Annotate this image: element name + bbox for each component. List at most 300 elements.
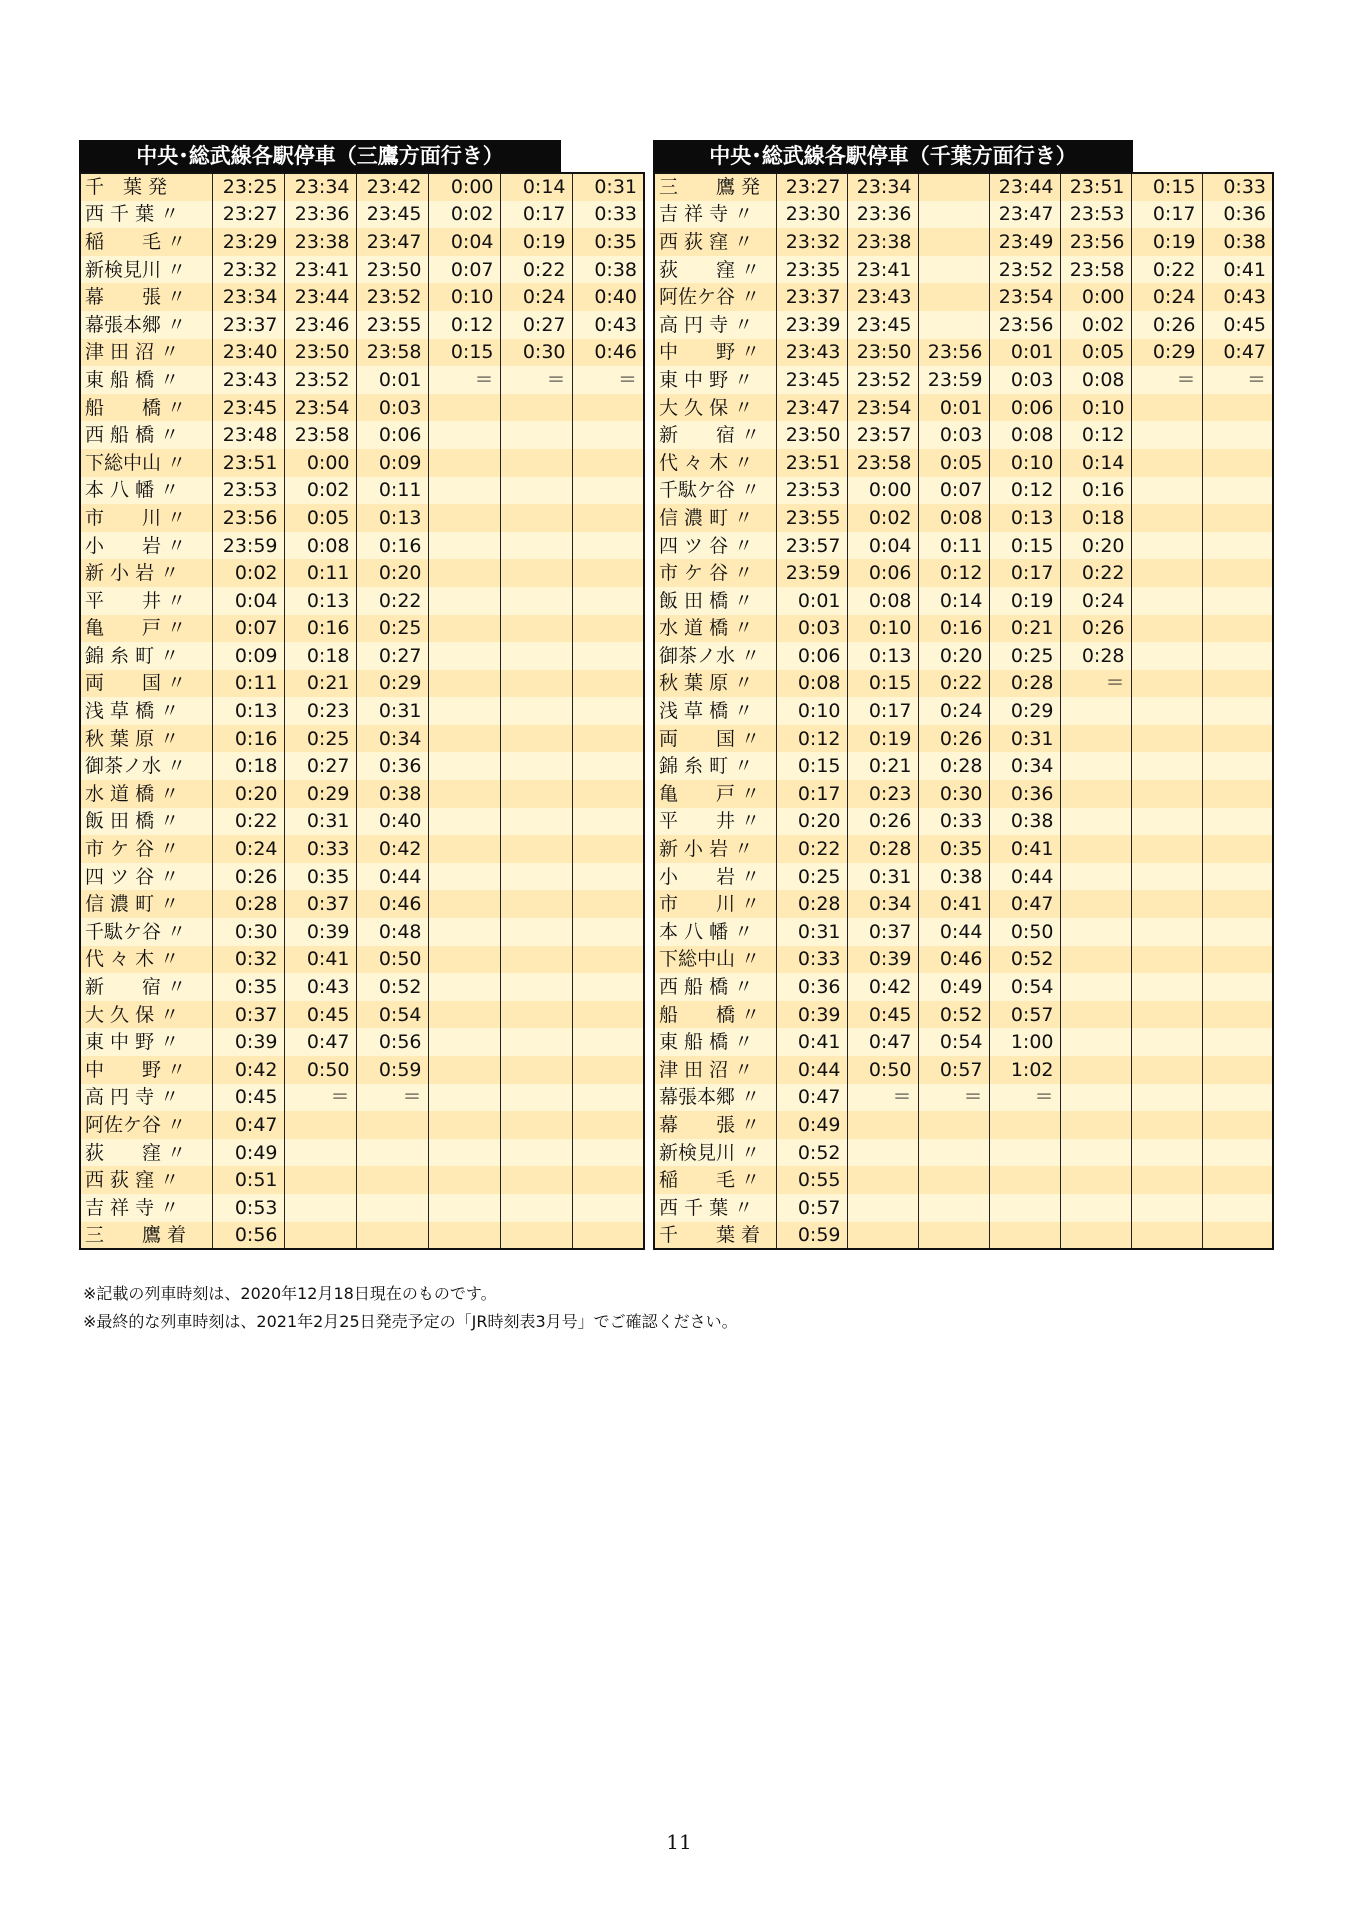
departure-time: 0:34 xyxy=(356,725,428,753)
timetable-row xyxy=(654,863,1273,891)
departure-time: 0:03 xyxy=(989,366,1060,394)
departure-time: 23:37 xyxy=(776,283,847,311)
departure-time: 23:48 xyxy=(212,421,284,449)
departure-time: 0:56 xyxy=(212,1222,284,1250)
departure-time: 23:38 xyxy=(847,228,918,256)
departure-time: 0:24 xyxy=(500,283,572,311)
timetable-row xyxy=(654,1222,1273,1250)
departure-time: 23:50 xyxy=(847,339,918,367)
departure-time xyxy=(572,559,644,587)
departure-time: 23:56 xyxy=(989,311,1060,339)
departure-time: 0:18 xyxy=(1060,504,1131,532)
departure-time: 0:03 xyxy=(356,394,428,422)
departure-time: 0:21 xyxy=(989,615,1060,643)
departure-time: 0:19 xyxy=(500,228,572,256)
timetable-row xyxy=(80,532,644,560)
departure-time: 0:08 xyxy=(989,421,1060,449)
departure-time: 0:55 xyxy=(776,1166,847,1194)
departure-time xyxy=(1131,697,1202,725)
departure-time: 0:00 xyxy=(428,173,500,201)
departure-time: 0:25 xyxy=(989,642,1060,670)
departure-time xyxy=(1131,1028,1202,1056)
departure-time: 23:43 xyxy=(776,339,847,367)
timetable-row xyxy=(80,1056,644,1084)
departure-time xyxy=(500,1194,572,1222)
departure-time: 23:38 xyxy=(284,228,356,256)
departure-time xyxy=(572,1222,644,1250)
station-name: 下総中山 〃 xyxy=(80,449,212,477)
departure-time: 0:04 xyxy=(847,532,918,560)
departure-time: 0:54 xyxy=(356,1001,428,1029)
departure-time: 0:45 xyxy=(847,1001,918,1029)
departure-time: 0:50 xyxy=(356,946,428,974)
departure-time xyxy=(918,311,989,339)
departure-time xyxy=(500,890,572,918)
departure-time: 0:09 xyxy=(212,642,284,670)
departure-time: 23:41 xyxy=(284,256,356,284)
notes xyxy=(83,1280,738,1336)
departure-time xyxy=(1202,449,1273,477)
station-name: 幕張本郷 〃 xyxy=(80,311,212,339)
departure-time xyxy=(356,1166,428,1194)
station-name: 船 橋 〃 xyxy=(80,394,212,422)
station-name: 西 船 橋 〃 xyxy=(654,973,776,1001)
timetable-row xyxy=(654,532,1273,560)
departure-time: 0:30 xyxy=(918,780,989,808)
departure-time xyxy=(1202,835,1273,863)
departure-time: 0:57 xyxy=(989,1001,1060,1029)
departure-time: 23:56 xyxy=(918,339,989,367)
departure-time: 0:36 xyxy=(1202,201,1273,229)
departure-time xyxy=(1131,1084,1202,1112)
departure-time: 23:54 xyxy=(284,394,356,422)
departure-time xyxy=(1202,1056,1273,1084)
departure-time: ＝ xyxy=(989,1084,1060,1112)
departure-time: 0:20 xyxy=(918,642,989,670)
departure-time xyxy=(1202,504,1273,532)
departure-time xyxy=(572,1028,644,1056)
departure-time: ＝ xyxy=(500,366,572,394)
departure-time xyxy=(356,1194,428,1222)
departure-time xyxy=(989,1222,1060,1250)
departure-time xyxy=(500,973,572,1001)
departure-time: 0:25 xyxy=(356,615,428,643)
departure-time: 0:41 xyxy=(1202,256,1273,284)
departure-time: 0:47 xyxy=(776,1084,847,1112)
departure-time xyxy=(1131,946,1202,974)
departure-time xyxy=(500,725,572,753)
departure-time: 0:21 xyxy=(847,752,918,780)
departure-time: 0:07 xyxy=(212,615,284,643)
departure-time xyxy=(847,1222,918,1250)
departure-time: 0:07 xyxy=(918,477,989,505)
departure-time xyxy=(918,1222,989,1250)
station-name: 阿佐ケ谷 〃 xyxy=(654,283,776,311)
departure-time xyxy=(572,1084,644,1112)
timetable-row xyxy=(80,173,644,201)
timetable-row xyxy=(80,1084,644,1112)
departure-time: 0:17 xyxy=(989,559,1060,587)
departure-time xyxy=(428,1139,500,1167)
departure-time: 23:44 xyxy=(284,283,356,311)
departure-time xyxy=(1131,1056,1202,1084)
departure-time: 0:10 xyxy=(847,615,918,643)
departure-time: 0:20 xyxy=(776,808,847,836)
departure-time: 0:36 xyxy=(776,973,847,1001)
timetable-row xyxy=(80,615,644,643)
departure-time xyxy=(356,1222,428,1250)
timetable-row xyxy=(80,394,644,422)
departure-time: 23:54 xyxy=(847,394,918,422)
timetable-row xyxy=(654,752,1273,780)
departure-time: 0:20 xyxy=(1060,532,1131,560)
departure-time: 23:41 xyxy=(847,256,918,284)
departure-time: 0:16 xyxy=(918,615,989,643)
departure-time: 23:35 xyxy=(776,256,847,284)
departure-time: 0:06 xyxy=(847,559,918,587)
departure-time: ＝ xyxy=(1202,366,1273,394)
station-name: 千 葉 着 xyxy=(654,1222,776,1250)
station-name: 水 道 橋 〃 xyxy=(654,615,776,643)
departure-time: 23:51 xyxy=(1060,173,1131,201)
departure-time xyxy=(428,973,500,1001)
departure-time: 0:14 xyxy=(918,587,989,615)
departure-time: 0:50 xyxy=(284,1056,356,1084)
departure-time xyxy=(1202,394,1273,422)
timetable-row xyxy=(654,890,1273,918)
station-name: 市 川 〃 xyxy=(80,504,212,532)
departure-time: 0:30 xyxy=(500,339,572,367)
departure-time: 0:28 xyxy=(847,835,918,863)
station-name: 浅 草 橋 〃 xyxy=(654,697,776,725)
departure-time xyxy=(572,752,644,780)
departure-time: 0:00 xyxy=(847,477,918,505)
departure-time: 0:47 xyxy=(284,1028,356,1056)
station-name: 浅 草 橋 〃 xyxy=(80,697,212,725)
timetable-row xyxy=(654,421,1273,449)
station-name: 西 荻 窪 〃 xyxy=(654,228,776,256)
departure-time: 23:45 xyxy=(356,201,428,229)
timetable-row xyxy=(80,752,644,780)
departure-time: 0:06 xyxy=(356,421,428,449)
departure-time: 23:34 xyxy=(847,173,918,201)
departure-time: 0:11 xyxy=(356,477,428,505)
departure-time: 0:15 xyxy=(989,532,1060,560)
departure-time: 0:59 xyxy=(776,1222,847,1250)
departure-time: 23:34 xyxy=(212,283,284,311)
departure-time xyxy=(1131,780,1202,808)
timetable-row xyxy=(654,449,1273,477)
timetable-row xyxy=(654,587,1273,615)
timetable-row xyxy=(654,504,1273,532)
departure-time xyxy=(428,918,500,946)
departure-time: 0:24 xyxy=(918,697,989,725)
timetable-row xyxy=(80,256,644,284)
station-name: 高 円 寺 〃 xyxy=(80,1084,212,1112)
departure-time: ＝ xyxy=(284,1084,356,1112)
departure-time: 0:08 xyxy=(1060,366,1131,394)
timetable-row xyxy=(80,1111,644,1139)
departure-time xyxy=(1060,1056,1131,1084)
departure-time xyxy=(989,1111,1060,1139)
departure-time: 23:30 xyxy=(776,201,847,229)
departure-time xyxy=(1131,890,1202,918)
departure-time xyxy=(1060,946,1131,974)
departure-time: 0:28 xyxy=(1060,642,1131,670)
departure-time: 0:33 xyxy=(572,201,644,229)
departure-time xyxy=(428,615,500,643)
station-name: 稲 毛 〃 xyxy=(654,1166,776,1194)
departure-time: 0:08 xyxy=(847,587,918,615)
departure-time xyxy=(428,477,500,505)
station-name: 津 田 沼 〃 xyxy=(654,1056,776,1084)
departure-time: 0:15 xyxy=(1131,173,1202,201)
departure-time: 0:39 xyxy=(847,946,918,974)
departure-time xyxy=(1060,1028,1131,1056)
departure-time: 0:31 xyxy=(989,725,1060,753)
departure-time: 0:08 xyxy=(776,670,847,698)
departure-time xyxy=(572,587,644,615)
departure-time xyxy=(500,394,572,422)
station-name: 吉 祥 寺 〃 xyxy=(80,1194,212,1222)
departure-time: 0:41 xyxy=(284,946,356,974)
departure-time: 23:56 xyxy=(212,504,284,532)
departure-time xyxy=(1060,973,1131,1001)
station-name: 四 ツ 谷 〃 xyxy=(80,863,212,891)
departure-time: 0:16 xyxy=(284,615,356,643)
station-name: 下総中山 〃 xyxy=(654,946,776,974)
station-name: 新 小 岩 〃 xyxy=(80,559,212,587)
departure-time: 0:13 xyxy=(356,504,428,532)
departure-time xyxy=(428,1111,500,1139)
departure-time: 0:29 xyxy=(1131,339,1202,367)
departure-time xyxy=(1202,863,1273,891)
departure-time: 0:08 xyxy=(284,532,356,560)
departure-time: 0:05 xyxy=(284,504,356,532)
departure-time: 0:16 xyxy=(1060,477,1131,505)
station-name: 大 久 保 〃 xyxy=(80,1001,212,1029)
departure-time: 0:15 xyxy=(428,339,500,367)
departure-time: 0:22 xyxy=(500,256,572,284)
departure-time: ＝ xyxy=(428,366,500,394)
station-name: 両 国 〃 xyxy=(80,670,212,698)
departure-time xyxy=(428,504,500,532)
departure-time xyxy=(356,1111,428,1139)
departure-time xyxy=(1060,1111,1131,1139)
station-name: 幕張本郷 〃 xyxy=(654,1084,776,1112)
station-name: 東 中 野 〃 xyxy=(654,366,776,394)
departure-time xyxy=(500,918,572,946)
departure-time xyxy=(356,1139,428,1167)
departure-time xyxy=(572,1194,644,1222)
departure-time: 23:56 xyxy=(1060,228,1131,256)
departure-time: 0:52 xyxy=(356,973,428,1001)
timetable-row xyxy=(654,642,1273,670)
departure-time: 0:01 xyxy=(356,366,428,394)
station-name: 千駄ケ谷 〃 xyxy=(80,918,212,946)
departure-time: 0:18 xyxy=(212,752,284,780)
departure-time: 23:40 xyxy=(212,339,284,367)
timetable-row xyxy=(80,780,644,808)
departure-time xyxy=(1202,559,1273,587)
departure-time xyxy=(572,1001,644,1029)
station-name: 信 濃 町 〃 xyxy=(80,890,212,918)
departure-time xyxy=(1060,752,1131,780)
timetable-row xyxy=(80,1222,644,1250)
timetable-row xyxy=(654,1139,1273,1167)
departure-time: 0:38 xyxy=(1202,228,1273,256)
departure-time xyxy=(918,201,989,229)
departure-time: 23:32 xyxy=(776,228,847,256)
departure-time: 23:36 xyxy=(284,201,356,229)
departure-time xyxy=(500,946,572,974)
departure-time: 0:21 xyxy=(284,670,356,698)
departure-time: 0:47 xyxy=(212,1111,284,1139)
timetable-row xyxy=(80,1166,644,1194)
departure-time xyxy=(428,946,500,974)
station-name: 市 ケ 谷 〃 xyxy=(654,559,776,587)
timetable-row xyxy=(654,835,1273,863)
station-name: 平 井 〃 xyxy=(80,587,212,615)
departure-time xyxy=(918,1194,989,1222)
departure-time: 0:01 xyxy=(776,587,847,615)
departure-time: 23:36 xyxy=(847,201,918,229)
departure-time: 0:12 xyxy=(918,559,989,587)
departure-time xyxy=(1060,808,1131,836)
departure-time xyxy=(1131,670,1202,698)
station-name: 三 鷹 着 xyxy=(80,1222,212,1250)
departure-time xyxy=(428,1001,500,1029)
departure-time xyxy=(1060,890,1131,918)
station-name: 高 円 寺 〃 xyxy=(654,311,776,339)
departure-time xyxy=(918,283,989,311)
station-name: 中 野 〃 xyxy=(654,339,776,367)
departure-time xyxy=(847,1139,918,1167)
departure-time: 23:47 xyxy=(356,228,428,256)
departure-time xyxy=(500,752,572,780)
departure-time xyxy=(572,504,644,532)
departure-time xyxy=(500,835,572,863)
departure-time: 0:00 xyxy=(1060,283,1131,311)
departure-time: 0:02 xyxy=(212,559,284,587)
departure-time: 0:10 xyxy=(428,283,500,311)
departure-time xyxy=(500,504,572,532)
departure-time: 23:55 xyxy=(356,311,428,339)
departure-time: 0:10 xyxy=(1060,394,1131,422)
departure-time: 0:31 xyxy=(776,918,847,946)
departure-time: 0:26 xyxy=(212,863,284,891)
station-name: 御茶ノ水 〃 xyxy=(654,642,776,670)
timetable-row xyxy=(654,366,1273,394)
station-name: 船 橋 〃 xyxy=(654,1001,776,1029)
station-name: 東 船 橋 〃 xyxy=(654,1028,776,1056)
station-name: 阿佐ケ谷 〃 xyxy=(80,1111,212,1139)
departure-time xyxy=(1131,1001,1202,1029)
departure-time xyxy=(1202,752,1273,780)
departure-time: 0:43 xyxy=(284,973,356,1001)
departure-time: ＝ xyxy=(847,1084,918,1112)
departure-time: 0:35 xyxy=(212,973,284,1001)
timetable-row xyxy=(654,918,1273,946)
departure-time: 0:16 xyxy=(212,725,284,753)
departure-time xyxy=(918,173,989,201)
departure-time xyxy=(1131,1166,1202,1194)
departure-time: 0:44 xyxy=(356,863,428,891)
departure-time xyxy=(500,780,572,808)
departure-time xyxy=(1202,725,1273,753)
departure-time: 0:25 xyxy=(776,863,847,891)
departure-time xyxy=(1202,642,1273,670)
departure-time xyxy=(1131,615,1202,643)
departure-time xyxy=(1060,1001,1131,1029)
departure-time xyxy=(1202,421,1273,449)
station-name: 大 久 保 〃 xyxy=(654,394,776,422)
departure-time: 23:59 xyxy=(918,366,989,394)
timetable-row xyxy=(80,421,644,449)
departure-time: 0:45 xyxy=(212,1084,284,1112)
departure-time: 23:50 xyxy=(776,421,847,449)
departure-time: 0:35 xyxy=(284,863,356,891)
departure-time: 0:15 xyxy=(776,752,847,780)
departure-time: 0:16 xyxy=(356,532,428,560)
departure-time: 23:43 xyxy=(847,283,918,311)
departure-time: 23:55 xyxy=(776,504,847,532)
timetable-row xyxy=(654,725,1273,753)
departure-time xyxy=(847,1194,918,1222)
departure-time: 0:23 xyxy=(847,780,918,808)
departure-time: 0:32 xyxy=(212,946,284,974)
station-name: 千 葉 発 xyxy=(80,173,212,201)
departure-time xyxy=(1131,863,1202,891)
departure-time: 0:06 xyxy=(776,642,847,670)
timetable-row xyxy=(654,615,1273,643)
departure-time: 0:19 xyxy=(1131,228,1202,256)
departure-time: 0:28 xyxy=(776,890,847,918)
departure-time xyxy=(428,559,500,587)
departure-time: ＝ xyxy=(1060,670,1131,698)
timetable-row xyxy=(654,1001,1273,1029)
timetable-row xyxy=(80,973,644,1001)
departure-time: 23:53 xyxy=(1060,201,1131,229)
departure-time: 0:07 xyxy=(428,256,500,284)
timetable-row xyxy=(80,228,644,256)
departure-time xyxy=(1131,587,1202,615)
departure-time: 0:19 xyxy=(989,587,1060,615)
page-number: 11 xyxy=(666,1830,692,1854)
station-name: 本 八 幡 〃 xyxy=(654,918,776,946)
departure-time: 0:44 xyxy=(989,863,1060,891)
departure-time: 0:57 xyxy=(918,1056,989,1084)
departure-time: 0:41 xyxy=(776,1028,847,1056)
departure-time xyxy=(1060,697,1131,725)
timetable-row xyxy=(80,504,644,532)
departure-time: 0:33 xyxy=(284,835,356,863)
timetable-row xyxy=(654,1028,1273,1056)
departure-time: 23:46 xyxy=(284,311,356,339)
departure-time xyxy=(428,725,500,753)
departure-time: 0:29 xyxy=(284,780,356,808)
departure-time xyxy=(1202,1194,1273,1222)
departure-time: 0:44 xyxy=(776,1056,847,1084)
departure-time xyxy=(500,587,572,615)
departure-time xyxy=(500,1001,572,1029)
departure-time: 0:24 xyxy=(212,835,284,863)
timetable-row xyxy=(80,477,644,505)
departure-time: 0:37 xyxy=(212,1001,284,1029)
departure-time: 0:48 xyxy=(356,918,428,946)
departure-time xyxy=(1131,477,1202,505)
departure-time: 0:54 xyxy=(989,973,1060,1001)
